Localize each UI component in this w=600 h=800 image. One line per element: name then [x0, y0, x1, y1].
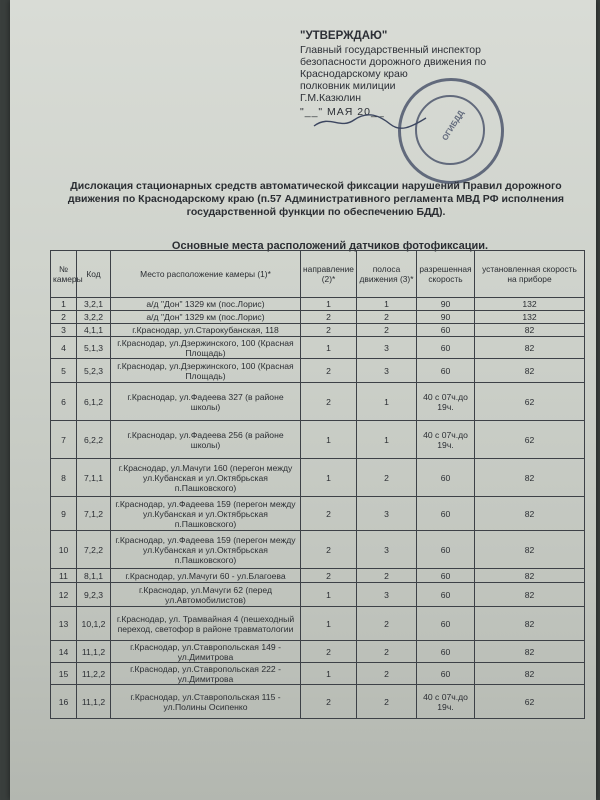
cell-code: 7,2,2 [77, 531, 111, 569]
official-stamp [398, 78, 504, 184]
cell-direction: 1 [301, 337, 357, 359]
cell-set-speed: 82 [475, 607, 585, 641]
table-row [51, 663, 585, 685]
cell-code: 4,1,1 [77, 324, 111, 337]
cell-direction: 2 [301, 685, 357, 719]
cell-allowed-speed: 60 [417, 497, 475, 531]
header-allowed-speed: разрешенная скорость [417, 251, 475, 298]
approval-line-4: полковник милиции [300, 80, 396, 92]
cell-set-speed: 82 [475, 324, 585, 337]
cell-camera-number: 9 [51, 497, 77, 531]
cell-direction: 2 [301, 383, 357, 421]
cell-direction: 2 [301, 531, 357, 569]
cell-set-speed: 62 [475, 685, 585, 719]
cell-lane: 1 [357, 421, 417, 459]
cell-camera-number: 7 [51, 421, 77, 459]
cell-camera-number: 8 [51, 459, 77, 497]
cell-camera-number: 4 [51, 337, 77, 359]
table-row [51, 641, 585, 663]
cell-allowed-speed: 60 [417, 663, 475, 685]
cell-direction: 2 [301, 324, 357, 337]
cell-allowed-speed: 40 с 07ч.до 19ч. [417, 421, 475, 459]
cell-set-speed: 62 [475, 383, 585, 421]
cell-allowed-speed: 60 [417, 583, 475, 607]
cell-lane: 3 [357, 359, 417, 383]
cell-lane: 3 [357, 531, 417, 569]
cell-direction: 1 [301, 421, 357, 459]
cell-camera-number: 10 [51, 531, 77, 569]
cell-code: 7,1,1 [77, 459, 111, 497]
header-set-speed: установленная скорость на приборе [475, 251, 585, 298]
cell-direction: 1 [301, 607, 357, 641]
document-sheet [10, 0, 596, 800]
cell-code: 5,2,3 [77, 359, 111, 383]
cell-direction: 1 [301, 663, 357, 685]
table-row [51, 359, 585, 383]
header-camera-number: № камеры [51, 251, 77, 298]
cell-code: 6,2,2 [77, 421, 111, 459]
cell-code: 10,1,2 [77, 607, 111, 641]
table-row [51, 421, 585, 459]
cell-location: г.Краснодар, ул.Мачуги 160 (перегон между ул.Кубанская и ул.Октябрьская п.Пашковского) [111, 459, 301, 497]
approval-date: "__" МАЯ 20__ [300, 106, 385, 118]
cell-code: 11,2,2 [77, 663, 111, 685]
cell-set-speed: 82 [475, 531, 585, 569]
table-row [51, 459, 585, 497]
cell-direction: 1 [301, 459, 357, 497]
approval-line-5: Г.М.Казюлин [300, 92, 362, 104]
table-row [51, 685, 585, 719]
cell-location: а/д "Дон" 1329 км (пос.Лорис) [111, 298, 301, 311]
cell-lane: 1 [357, 383, 417, 421]
cell-location: г.Краснодар, ул.Мачуги 60 - ул.Благоева [111, 569, 301, 583]
cell-allowed-speed: 60 [417, 359, 475, 383]
cell-code: 5,1,3 [77, 337, 111, 359]
cell-camera-number: 1 [51, 298, 77, 311]
cell-location: г.Краснодар, ул.Фадеева 159 (перегон между ул.Кубанская и ул.Октябрьская п.Пашковского) [111, 531, 301, 569]
cell-camera-number: 11 [51, 569, 77, 583]
header-direction: направление (2)* [301, 251, 357, 298]
cell-location: г.Краснодар, ул.Ставропольская 222 - ул.Димитрова [111, 663, 301, 685]
cell-lane: 2 [357, 685, 417, 719]
table-row [51, 607, 585, 641]
cell-camera-number: 16 [51, 685, 77, 719]
cell-lane: 2 [357, 607, 417, 641]
cell-set-speed: 82 [475, 359, 585, 383]
cell-direction: 2 [301, 311, 357, 324]
cell-allowed-speed: 60 [417, 324, 475, 337]
cell-code: 11,1,2 [77, 685, 111, 719]
cell-allowed-speed: 40 с 07ч.до 19ч. [417, 685, 475, 719]
cell-allowed-speed: 60 [417, 531, 475, 569]
table-row [51, 311, 585, 324]
cell-allowed-speed: 40 с 07ч.до 19ч. [417, 383, 475, 421]
cell-location: г.Краснодар, ул. Трамвайная 4 (пешеходный переход, светофор в районе травматологии [111, 607, 301, 641]
cell-direction: 2 [301, 497, 357, 531]
cell-set-speed: 132 [475, 298, 585, 311]
cell-allowed-speed: 90 [417, 298, 475, 311]
cell-allowed-speed: 60 [417, 641, 475, 663]
cell-direction: 1 [301, 298, 357, 311]
cell-camera-number: 12 [51, 583, 77, 607]
cell-camera-number: 3 [51, 324, 77, 337]
cell-code: 3,2,1 [77, 298, 111, 311]
cell-lane: 3 [357, 583, 417, 607]
cell-direction: 1 [301, 583, 357, 607]
cell-allowed-speed: 60 [417, 569, 475, 583]
cell-code: 3,2,2 [77, 311, 111, 324]
header-lane: полоса движения (3)* [357, 251, 417, 298]
cell-camera-number: 5 [51, 359, 77, 383]
cell-allowed-speed: 90 [417, 311, 475, 324]
cell-set-speed: 82 [475, 569, 585, 583]
approval-line-3: Краснодарскому краю [300, 68, 408, 80]
approval-heading: "УТВЕРЖДАЮ" [300, 30, 388, 42]
table-row [51, 583, 585, 607]
cell-direction: 2 [301, 569, 357, 583]
cell-code: 6,1,2 [77, 383, 111, 421]
cell-location: г.Краснодар, ул.Ставропольская 149 - ул.Димитрова [111, 641, 301, 663]
stamp-text: ОГИБДД [440, 108, 466, 143]
table-header-row [51, 251, 585, 298]
cell-location: г.Краснодар, ул.Дзержинского, 100 (Красная Площадь) [111, 337, 301, 359]
cell-location: г.Краснодар, ул.Старокубанская, 118 [111, 324, 301, 337]
cell-set-speed: 82 [475, 337, 585, 359]
cell-code: 9,2,3 [77, 583, 111, 607]
cell-location: г.Краснодар, ул.Мачуги 62 (перед ул.Автомобилистов) [111, 583, 301, 607]
cell-allowed-speed: 60 [417, 459, 475, 497]
cell-location: а/д "Дон" 1329 км (пос.Лорис) [111, 311, 301, 324]
cell-location: г.Краснодар, ул.Ставропольская 115 - ул.Полины Осипенко [111, 685, 301, 719]
header-code: Код [77, 251, 111, 298]
cell-location: г.Краснодар, ул.Фадеева 327 (в районе школы) [111, 383, 301, 421]
table-row [51, 383, 585, 421]
cell-set-speed: 132 [475, 311, 585, 324]
table-row [51, 531, 585, 569]
cell-location: г.Краснодар, ул.Фадеева 159 (перегон между ул.Кубанская и ул.Октябрьская п.Пашковского) [111, 497, 301, 531]
cell-code: 8,1,1 [77, 569, 111, 583]
table-row [51, 497, 585, 531]
cell-code: 11,1,2 [77, 641, 111, 663]
header-location: Место расположение камеры (1)* [111, 251, 301, 298]
cell-camera-number: 13 [51, 607, 77, 641]
cell-location: г.Краснодар, ул.Дзержинского, 100 (Красная Площадь) [111, 359, 301, 383]
cell-allowed-speed: 60 [417, 607, 475, 641]
cell-set-speed: 62 [475, 421, 585, 459]
cell-lane: 2 [357, 459, 417, 497]
approval-line-1: Главный государственный инспектор [300, 44, 481, 56]
cell-camera-number: 15 [51, 663, 77, 685]
document-subtitle: Основные места расположений датчиков фотофиксации. [171, 240, 489, 252]
cell-lane: 1 [357, 298, 417, 311]
cell-camera-number: 14 [51, 641, 77, 663]
document-title: Дислокация стационарных средств автоматической фиксации нарушений Правил дорожного движения по Краснодарскому краю (п.57 Административного регламента МВД РФ исполнения государственной функции по обеспечению БДД). [67, 180, 565, 218]
camera-locations-table [50, 250, 585, 719]
cell-lane: 3 [357, 337, 417, 359]
approval-line-2: безопасности дорожного движения по [300, 56, 487, 68]
cell-set-speed: 82 [475, 497, 585, 531]
cell-code: 7,1,2 [77, 497, 111, 531]
cell-allowed-speed: 60 [417, 337, 475, 359]
cell-lane: 3 [357, 497, 417, 531]
cell-location: г.Краснодар, ул.Фадеева 256 (в районе школы) [111, 421, 301, 459]
cell-lane: 2 [357, 663, 417, 685]
cell-direction: 2 [301, 641, 357, 663]
cell-direction: 2 [301, 359, 357, 383]
cell-camera-number: 6 [51, 383, 77, 421]
cell-camera-number: 2 [51, 311, 77, 324]
cell-set-speed: 82 [475, 641, 585, 663]
cell-lane: 2 [357, 641, 417, 663]
cell-set-speed: 82 [475, 583, 585, 607]
cell-set-speed: 82 [475, 663, 585, 685]
cell-set-speed: 82 [475, 459, 585, 497]
table-row [51, 337, 585, 359]
cell-lane: 2 [357, 324, 417, 337]
cell-lane: 2 [357, 311, 417, 324]
table-row [51, 569, 585, 583]
table-row [51, 324, 585, 337]
cell-lane: 2 [357, 569, 417, 583]
table-row [51, 298, 585, 311]
